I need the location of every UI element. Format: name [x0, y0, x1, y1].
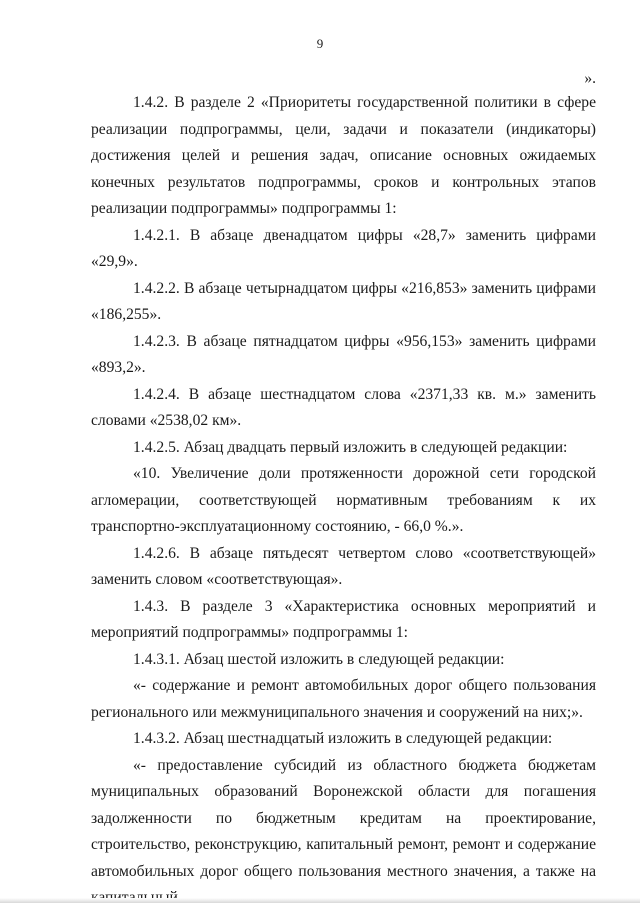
paragraph-1-4-3: 1.4.3. В разделе 3 «Характеристика основных мероприятий и мероприятий подпрограммы» подпрограммы 1:: [91, 597, 596, 641]
paragraph-1-4-2-2: 1.4.2.2. В абзаце четырнадцатом цифры «216,853» заменить цифрами «186,255».: [91, 279, 596, 323]
paragraph-1-4-2-1: 1.4.2.1. В абзаце двенадцатом цифры «28,7» заменить цифрами «29,9».: [91, 226, 596, 270]
paragraph-1-4-2-4: 1.4.2.4. В абзаце шестнадцатом слова «2371,33 кв. м.» заменить словами «2538,02 км».: [91, 385, 596, 429]
paragraph-1-4-2-6: 1.4.2.6. В абзаце пятьдесят четвертом слово «соответствующей» заменить словом «соответствующая».: [91, 544, 596, 588]
paragraph-quote-10: «10. Увеличение доли протяженности дорожной сети городской агломерации, соответствующей нормативным требованиям к их транспортно-эксплуатационному состоянию, - 66,0 %.».: [91, 465, 596, 535]
closing-quote: ».: [584, 70, 596, 87]
paragraph-1-4-3-1: 1.4.3.1. Абзац шестой изложить в следующей редакции:: [133, 650, 505, 668]
paragraph-quote-subsidies: «- предоставление субсидий из областного бюджета бюджетам муниципальных образований Воронежской области для погашения задолженности по бюджетным кредитам на проектирование, строительство, реконструкцию, капитальный ремонт, ремонт и содержание автомобильных дорог общего пользования местного значения, а также на: [91, 756, 596, 880]
paragraph-1-4-2-5: 1.4.2.5. Абзац двадцать первый изложить в следующей редакции:: [133, 438, 568, 456]
document-body: [91, 90, 596, 912]
paragraph-quote-maintenance: «- содержание и ремонт автомобильных дорог общего пользования регионального или межмуниципального значения и сооружений на них;».: [91, 677, 596, 721]
page-number: 9: [316, 36, 324, 51]
paragraph-1-4-2: 1.4.2. В разделе 2 «Приоритеты государственной политики в сфере реализации подпрограммы, цели, задачи и показатели (индикаторы) достижения целей и решения задач, описание основных ожидаемых конечных результатов подпрограммы, сроков и контрольных этапов реализации подпрограммы» подпрограммы 1:: [91, 94, 596, 217]
paragraph-1-4-3-2: 1.4.3.2. Абзац шестнадцатый изложить в следующей редакции:: [133, 730, 553, 747]
paragraph-1-4-2-3: 1.4.2.3. В абзаце пятнадцатом цифры «956,153» заменить цифрами «893,2».: [91, 332, 596, 376]
scan-edge: [0, 898, 640, 903]
